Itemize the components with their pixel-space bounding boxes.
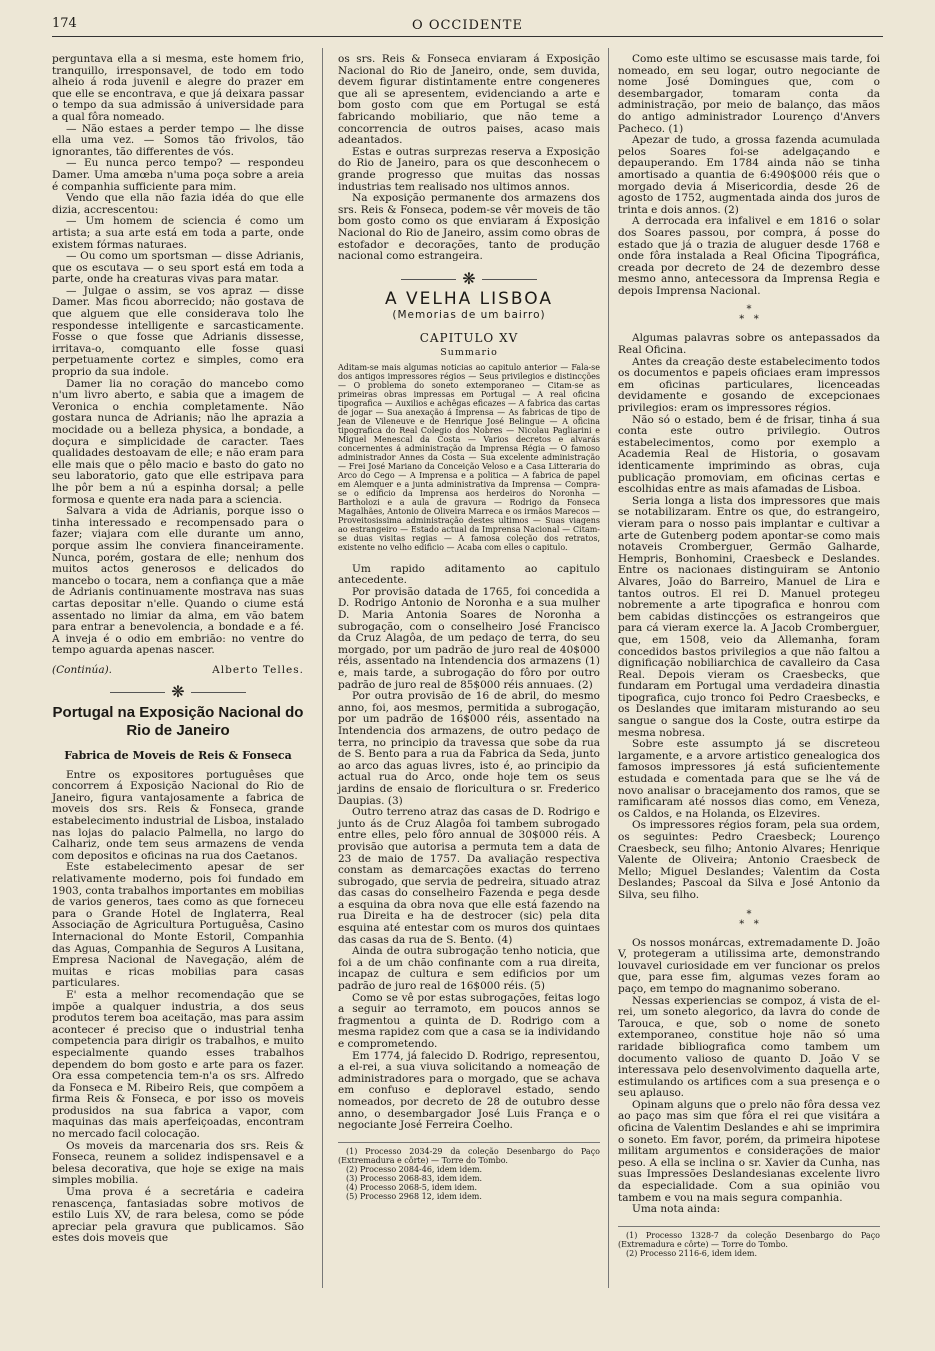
ornament: ❋ bbox=[52, 686, 304, 698]
paragraph: — Eu nunca perco tempo? — respondeu Damer. Uma amœba n'uma poça sobre a areia é companhia sufficiente para mim. bbox=[52, 157, 304, 193]
column-divider bbox=[608, 48, 609, 1288]
section-stars: * * * bbox=[739, 908, 759, 930]
paragraph: Sobre este assumpto já se discreteou largamente, e a arvore artistico genealogica dos famosos impressores já está suficientemente estudada e comentada para que se lhe vá de novo analisar o bracejamento dos ramos, que se ramificaram até nossos dias como, em Veneza, os Caldos, e na Holanda, os Elzevires. bbox=[618, 738, 880, 820]
article-subtitle: (Memorias de um bairro) bbox=[392, 308, 546, 321]
paragraph: Este estabelecimento apesar de ser relativamente moderno, pois foi fundado em 1903, conta trabalhos importantes em mobilias de varios generos, taes como as que forneceu para o Grande Hotel de Inglaterra, Real Associação de Agricultura Portuguêsa, Casino Internacional do Monte Estoril, Companhia das Aguas, Companhia de Seguros A Lusitana, Empresa Nacional de Navegação, além de muitas e ricas mobilias para casas particulares. bbox=[52, 861, 304, 990]
summary-label: Summario bbox=[440, 347, 498, 359]
footnote: (2) Processo 2116-6, idem idem. bbox=[626, 1248, 758, 1258]
paragraph: Opinam alguns que o prelo não fôra dessa vez ao paço mas sim que fôra el rei que visitára a oficina de Valentim Deslandes e ahi se imprimira o soneto. Em favor, porém, da primeira hipotese militam argumentos e considerações de maior peso. A ella se inclina o sr. Xavier da Cunha, nas suas Impressões Deslandesianas excelente livro da especialidade. Com a sua opinião vou tambem e vou na mais segura companhia. bbox=[618, 1098, 880, 1204]
paragraph: Apezar de tudo, a grossa fazenda acumulada pelos Soares foi-se adelgaçando e depauperando. Em 1784 ainda não se tinha amortisado a quantia de 6:490$000 réis que o morgado devia á Misericordia, desde 26 de agosto de 1752, augmentada ainda dos juros de trinta e dois annos. (2) bbox=[618, 134, 880, 216]
footnote: (2) Processo 2084-46, idem idem. bbox=[346, 1164, 483, 1174]
column-3 bbox=[618, 54, 880, 1258]
paragraph: Como se vê por estas subrogações, feitas logo a seguir ao terramoto, em poucos annos se fragmentou a quinta de D. Rodrigo com a mesma rapidez com que a casa se ia individando e comprometendo. bbox=[338, 991, 600, 1050]
header-rule bbox=[52, 36, 883, 37]
column-2 bbox=[338, 54, 600, 1201]
footnotes bbox=[618, 1226, 880, 1258]
paragraph: Por provisão datada de 1765, foi concedida a D. Rodrigo Antonio de Noronha e a sua mulher D. Maria Antonia Soares de Noronha a subrogação, com o conselheiro José Francisco da Cruz Alagôa, de um pedaço de terra, do seu morgado, por um padrão de juro real de 40$000 réis, assentado na Intendencia dos armazens (1) e, mais tarde, a subrogação do fôro por outro padrão de juro real de 85$000 réis annuaes. (2) bbox=[338, 585, 600, 691]
paragraph: Uma nota ainda: bbox=[632, 1203, 721, 1216]
paragraph: Algumas palavras sobre os antepassados da Real Oficina. bbox=[618, 332, 880, 357]
paragraph: Salvara a vida de Adrianis, porque isso o tinha interessado e recompensado para o fazer; viajara com elle durante um anno, porque assim lhe conviera financeiramente. Nunca, porém, gostara de elle; nenhum dos muitos actos generosos e delicados do mancebo o tocara, nem a confiança que a mãe de Adrianis continuamente mostrava nas suas cartas depositar n'elle. Quando o ciume está assentado no limiar da alma, em vão batem para entrar a benevolencia, a bondade e a fé. A inveja é o odio em embrião: no ventre do tempo aguarda apenas nascer. bbox=[52, 505, 304, 657]
paragraph: Por outra provisão de 16 de abril, do mesmo anno, foi, aos mesmos, permitida a subrogação, por um padrão de 16$000 réis, assentado na Intendencia dos armazens, de outro pedaço de terra, no principio da travessa que sobe da rua de S. Bento para a rua da Fabrica da Seda, junto ao arco das aguas livres, isto é, ao principio da actual rua do Arco, onde hoje tem os seus jardins de ensaio de floricultura o sr. Frederico Daupias. (3) bbox=[338, 690, 600, 807]
paragraph: Outro terreno atraz das casas de D. Rodrigo e junto ás de Cruz Alagôa foi tambem subrogado entre elles, pelo fôro annual de 30$000 réis. A provisão que autorisa a permuta tem a data de 23 de maio de 1757. Da avaliação respectiva constam as demarcações exactas do terreno subrogado, que servia de pedreira, situado atraz das casas do conselheiro Fazenda e pega desde a esquina da obra nova que elle está fazendo na rua Direita e ha de destrocer (sic) pela dita esquina até entestar com os muros dos quintaes das casas da rua de S. Bento. (4) bbox=[338, 806, 600, 946]
footnotes bbox=[338, 1142, 600, 1201]
page-header bbox=[52, 14, 883, 38]
page-number: 174 bbox=[52, 16, 77, 31]
signature-line bbox=[52, 665, 304, 677]
paragraph: — Julgae o assim, se vos apraz — disse Damer. Mas ficou aborrecido; não gostava de que alguem que elle considerava tolo lhe respondesse intelligente e sarcasticamente. Fosse o que fosse que Adrianis dissesse, irritava-o, comquanto elle fosse quasi perpetuamente cortez e simples, como era proprio da sua indole. bbox=[52, 284, 304, 379]
footnote: (1) Processo 1328-7 da coleção Desenbargo do Paço (Extremadura e côrte) — Torre do Tombo. bbox=[618, 1230, 880, 1249]
paragraph: Os moveis da marcenaria dos srs. Reis & Fonseca, reunem a solidez indispensavel e a belesa decorativa, que hoje se exige na mais simples mobilia. bbox=[52, 1139, 304, 1187]
ornament: ❋ bbox=[338, 273, 600, 285]
paragraph: — Não estaes a perder tempo — lhe disse ella uma vez. — Somos tão frivolos, tão ignorantes, tão differentes de vós. bbox=[52, 122, 304, 158]
paragraph: Antes da creação deste estabelecimento todos os documentos e papeis oficiaes eram impressos em oficinas particulares, licenceadas devidamente e gosando de excepcionaes privilegios: eram os impressores régios. bbox=[618, 355, 880, 415]
paragraph: — Um homem de sciencia é como um artista; a sua arte está em toda a parte, onde existem fórmas naturaes. bbox=[52, 215, 304, 251]
paragraph: Em 1774, já falecido D. Rodrigo, representou, a el-rei, a sua viuva solicitando a nomeação de administradores para o morgado, que se achava em confuso e deploravel estado, sendo nomeados, por decreto de 28 de outubro desse anno, o desembargador José Luis França e o negociante José Ferreira Coelho. bbox=[338, 1049, 600, 1132]
paragraph: — Ou como um sportsman — disse Adrianis, que os escutava — o seu sport está em toda a parte, onde ha creaturas vivas para matar. bbox=[52, 250, 304, 286]
chapter-heading: CAPITULO XV bbox=[419, 331, 519, 346]
chapter-summary: Aditam-se mais algumas noticias ao capitulo anterior — Fala-se dos antigos impressores régios — Seus privilegios e distincções — O problema do soneto extemporaneo — Citam-se as primeiras obras impressas em Portugal — A real oficina tipografica — Auxilios e achêgas eficazes — A fabrica das cartas de jogar — Sua anexação á Imprensa — As fabricas de tipo de Jean de Vileneuve e de Henrique José Belingue — A oficina tipografica do Real Colegio dos Nobres — Nicolau Pagliarini e Miguel Menescal da Costa — Varios decretos e alvarás concernentes á administração da Imprensa Régia — O famoso administrador Annes da Costa — Sua excelente administração — Frei José Mariano da Conceição Veloso e a Casa Litteraria do Arco do Cego — A Imprensa e a politica — A fabrica de papel em Alemquer e a junta administrativa da Imprensa — Compra-se o edificio da Imprensa aos herdeiros do Noronha — Bartholozi e a aula de gravura — Rodrigo da Fonseca Magalhães, Antonio de Oliveira Marreca e os irmãos Marecos — Proveitosissima administração destes ultimos — Suas viagens ao estrangeiro — Estado actual da Imprensa Nacional — Citam-se duas visitas regias — A famosa coleção dos retratos, existente no velho edificio — Acaba com elles o capitulo. bbox=[338, 362, 600, 552]
paragraph: Como este ultimo se escusasse mais tarde, foi nomeado, em seu logar, outro negociante de nome José Domingues que, com o desembargador, tomaram conta da administração, por meio de balanço, das mãos do antigo administrador Lourenço d'Anvers Pacheco. (1) bbox=[618, 53, 880, 135]
paragraph: Os impressores régios foram, pela sua ordem, os seguintes: Pedro Craesbeck; Lourenço Craesbeck, seu filho; Antonio Alvares; Henrique Valente de Oliveira; Antonio Craesbeck de Mello; Miguel Deslandes; Valentim da Costa Deslandes; Pascoal da Silva e José Antonio da Silva, seu filho. bbox=[618, 819, 880, 901]
paragraph: os srs. Reis & Fonseca enviaram á Exposição Nacional do Rio de Janeiro, onde, sem duvida, devem figurar distintamente entre congeneres que ali se apresentem, evidenciando a arte e bom gosto com que em Portugal se está fabricando mobiliario, que não teme a concorrencia de outros paises, acaso mais adeantados. bbox=[338, 53, 600, 147]
footnote: (1) Processo 2034-29 da coleção Desenbargo do Paço (Extremadura e côrte) — Torre do Tombo. bbox=[338, 1146, 600, 1165]
author-name: Alberto Telles. bbox=[212, 663, 304, 676]
section-stars: * * * bbox=[739, 304, 759, 326]
section-title: Portugal na Exposição Nacional do Rio de Janeiro bbox=[52, 704, 304, 740]
paragraph: perguntava ella a si mesma, este homem frio, tranquillo, irresponsavel, de todo em todo alheio á roda juvenil e alegre do prazer em que elle se encontrava, e que já deixara passar o tempo da sua admissão á universidade para a qual fôra nomeado. bbox=[52, 53, 304, 123]
paragraph: Damer lia no coração do mancebo como n'um livro aberto, e sabia que a imagem de Veronica o enchia completamente. Não gostara nunca de Adrianis; não lhe aprazia a mocidade ou a belleza physica, a bondade, a doçura e simplicidade de caracter. Taes qualidades destoavam de elle; e não eram para elle mais que o pêlo macio e basto do gato no seu laboratorio, gato que elle estripava para lhe pôr bem a nú a espinha dorsal; a pelle formosa e quente era nada para a sciencia. bbox=[52, 377, 304, 506]
column-divider bbox=[322, 48, 323, 1288]
paragraph: Ainda de outra subrogação tenho noticia, que foi a de um chão confinante com a rua direita, incapaz de cultura e sem edificios por um padrão de juro real de 16$000 réis. (5) bbox=[338, 945, 600, 993]
paragraph: Na exposição permanente dos armazens dos srs. Reis & Fonseca, podem-se vêr moveis de tão bom gosto como os que enviaram á Exposição Nacional do Rio de Janeiro, assim como obras de estofador e decorações, tanto de produção nacional como estrangeira. bbox=[338, 192, 600, 263]
paragraph: Vendo que ella não fazia idéa do que elle dizia, accrescentou: bbox=[52, 192, 304, 216]
paragraph: Não só o estado, bem é de frisar, tinha á sua conta este outro privilegio. Outros estabelecimentos, como por exemplo a Academia Real de Historia, o gosavam identicamente imprimindo as obras, cuja publicação promoviam, em oficinas certas e escolhidas entre as mais afamadas de Lisboa. bbox=[618, 413, 880, 496]
footnote: (3) Processo 2068-83, idem idem. bbox=[346, 1173, 483, 1183]
paragraph: Um rapido aditamento ao capitulo antecedente. bbox=[338, 562, 600, 587]
paragraph: A derrocada era infalivel e em 1816 o solar dos Soares passou, por compra, á posse do estado que já o trazia de aluguer desde 1768 e onde fôra instalada a Real Oficina Tipográfica, creada por decreto de 24 de dezembro desse mesmo anno, antecessora da Imprensa Regia e depois Imprensa Nacional. bbox=[618, 215, 880, 297]
paragraph: Os nossos monárcas, extremadamente D. João V, protegeram a utilissima arte, demonstrando louvavel curiosidade em ver funcionar os prelos que, para esse fim, algumas vezes foram ao paço, em tempo do magnanimo soberano. bbox=[618, 936, 880, 995]
paragraph: Seria longa a lista dos impressores que mais se notabilizaram. Entre os que, do estrangeiro, vieram para o nosso pais implantar e cultivar a arte de Gutenberg podem apontar-se como mais notaveis Cromberguer, Germão Galharde, Hempris, Bonhomini, Craesbeck e Deslandes. Entre os nacionaes distinguiram se Antonio Alvares, João do Barreiro, Manuel de Lira e tantos outros. El rei D. Manuel protegeu nobremente a arte tipografica e honrou com bem cabidas distincções os estrangeiros que para cá vieram exerce la. A Jacob Cromberguer, que, em 1508, veio da Allemanha, foram concedidos bastos privilegios a que não faltou a dignificação nobiliarchica de cavalleiro da Casa Real. Depois vieram os Craesbecks, que fundaram em Portugal uma verdadeira dinastia tipografica, cujo tronco foi Pedro Craesbecks, e os Deslandes que imitaram misturando ao seu sangue o sangue dos la Coste, outra estirpe da mesma nobresa. bbox=[618, 494, 880, 739]
journal-title: O OCCIDENTE bbox=[412, 18, 523, 33]
paragraph: Estas e outras surprezas reserva a Exposição do Rio de Janeiro, para os que desconhecem o grande progresso que muitas das nossas industrias tem realisado nos ultimos annos. bbox=[338, 145, 600, 193]
paragraph: Nessas experiencias se compoz, á vista de el-rei, um soneto alegorico, da lavra do conde de Tarouca, e que, sob o nome de soneto extemporaneo, constitue hoje não só uma raridade bibliografica como tambem um documento valioso de quanto D. João V se interessava pelo desenvolvimento daquella arte, estimulando os artifices com a sua presença e o seu aplauso. bbox=[618, 994, 880, 1100]
paragraph: Entre os expositores portuguêses que concorrem á Exposição Nacional do Rio de Janeiro, figura vantajosamente a fabrica de moveis dos srs. Reis & Fonseca, grande estabelecimento industrial de Lisboa, instalado nas lojas do palacio Palmella, no largo do Calhariz, onde tem seus armazens de venda com depositos e oficinas na rua dos Caetanos. bbox=[52, 768, 304, 862]
column-1 bbox=[52, 54, 304, 1245]
article-title: A VELHA LISBOA bbox=[384, 289, 554, 310]
continua-note: (Continúa). bbox=[52, 663, 113, 676]
footnote: (5) Processo 2968 12, idem idem. bbox=[346, 1191, 482, 1201]
paragraph: E' esta a melhor recomendação que se impõe a qualquer industria, a dos seus produtos terem boa aceitação, mas para assim acontecer é preciso que o industrial tenha competencia para dirigir os trabalhos, e muito especialmente quando esses trabalhos dependem do bom gosto e arte para os fazer. Ora essa competencia tem-n'a os srs. Alfredo da Fonseca e M. Ribeiro Reis, que compõem a firma Reis & Fonseca, e por isso os moveis produsidos na sua fabrica a vapor, com maquinas das mais aperfeiçoadas, encontram no mercado facil colocação. bbox=[52, 988, 304, 1141]
footnote: (4) Processo 2068-5, idem idem. bbox=[346, 1182, 478, 1192]
section-subtitle: Fabrica de Moveis de Reis & Fonseca bbox=[64, 749, 292, 763]
paragraph: Uma prova é a secretária e cadeira renascença, fantasiadas sobre motivos de estilo Luis XV, de rara belesa, como se póde apreciar pela gravura que publicamos. São estes dois moveis que bbox=[52, 1186, 304, 1245]
